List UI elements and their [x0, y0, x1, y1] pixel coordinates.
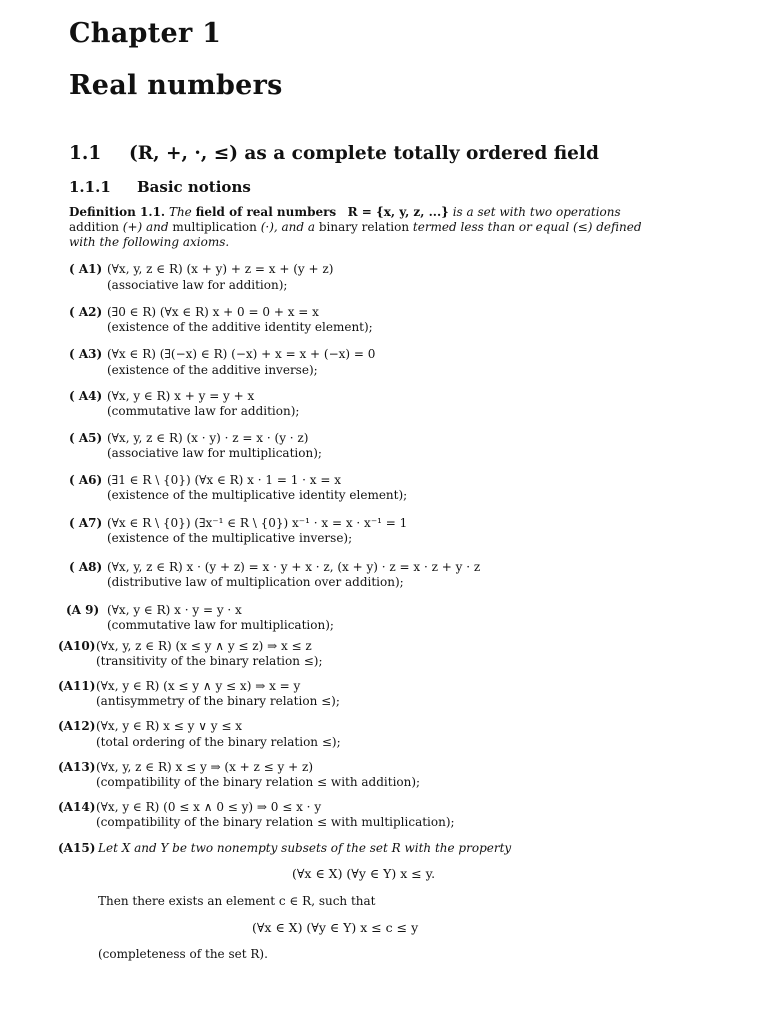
axiom-a6-comment: (existence of the multiplicative identity element); — [107, 488, 408, 502]
axiom-a7 — [69, 516, 407, 530]
axiom-a9 — [66, 603, 242, 617]
definition-multiplication: multiplication — [172, 220, 257, 234]
axiom-a7-comment: (existence of the multiplicative inverse); — [107, 531, 353, 545]
axiom-a15-text: Let X and Y be two nonempty subsets of the set R with the property — [98, 841, 512, 855]
axiom-label: (A11) — [58, 679, 96, 693]
axiom-formula: (∀x, y, z ∈ R) (x ≤ y ∧ y ≤ z) ⇒ x ≤ z — [96, 639, 312, 653]
chapter-title: Real numbers — [69, 70, 283, 101]
axiom-a5-comment: (associative law for multiplication); — [107, 446, 322, 460]
axiom-label: (A13) — [58, 760, 96, 774]
axiom-label: ( A7) — [69, 516, 103, 530]
axiom-formula: (∀x, y ∈ R) (0 ≤ x ∧ 0 ≤ y) ⇒ 0 ≤ x · y — [96, 800, 322, 814]
chapter-label: Chapter 1 — [69, 18, 222, 49]
definition-set: R = {x, y, z, ...} — [347, 205, 449, 219]
axiom-a10-comment: (transitivity of the binary relation ≤); — [96, 654, 323, 668]
axiom-a1 — [69, 262, 333, 276]
axiom-label: ( A3) — [69, 347, 103, 361]
definition-line2a: operations — [555, 205, 621, 219]
axiom-a1-comment: (associative law for addition); — [107, 278, 288, 292]
axiom-label: ( A2) — [69, 305, 103, 319]
definition-term: field of real numbers — [195, 205, 337, 219]
axiom-a3-comment: (existence of the additive inverse); — [107, 363, 318, 377]
definition-line2b: (+) and — [122, 220, 169, 234]
axiom-label: (A15) — [58, 841, 96, 855]
definition-binary-relation: binary relation — [318, 220, 410, 234]
axiom-a8 — [69, 560, 480, 574]
axiom-formula: (∀x ∈ R) (∃(−x) ∈ R) (−x) + x = x + (−x) = 0 — [107, 347, 376, 361]
definition-line2c: (·), and a — [260, 220, 316, 234]
axiom-a15-display-1: (∀x ∈ X) (∀y ∈ Y) x ≤ y. — [292, 866, 436, 881]
axiom-a15 — [58, 841, 511, 855]
axiom-a2 — [69, 305, 319, 319]
axiom-label: (A 9) — [66, 603, 100, 617]
axiom-formula: (∃0 ∈ R) (∀x ∈ R) x + 0 = 0 + x = x — [107, 305, 319, 319]
axiom-a4-comment: (commutative law for addition); — [107, 404, 300, 418]
axiom-a15-display-2: (∀x ∈ X) (∀y ∈ Y) x ≤ c ≤ y — [252, 920, 419, 935]
axiom-a14-comment: (compatibility of the binary relation ≤ with multiplication); — [96, 815, 455, 829]
axiom-a10 — [58, 639, 312, 653]
axiom-label: (A12) — [58, 719, 96, 733]
section-heading — [69, 143, 599, 164]
axiom-label: ( A5) — [69, 431, 103, 445]
axiom-formula: (∀x, y, z ∈ R) (x · y) · z = x · (y · z) — [107, 431, 309, 445]
definition-line1-rest: is a set with two — [452, 205, 553, 219]
definition-pre: The — [168, 205, 192, 219]
axiom-a15-then: Then there exists an element c ∈ R, such that — [98, 894, 376, 908]
axiom-a15-comment: (completeness of the set R). — [98, 947, 268, 961]
axiom-a12 — [58, 719, 242, 733]
subsection-title: Basic notions — [137, 178, 251, 196]
axiom-a14 — [58, 800, 321, 814]
axiom-formula: (∀x, y ∈ R) (x ≤ y ∧ y ≤ x) ⇒ x = y — [96, 679, 301, 693]
axiom-formula: (∀x, y ∈ R) x · y = y · x — [107, 603, 242, 617]
axiom-label: (A10) — [58, 639, 96, 653]
section-title: (R, +, ·, ≤) as a complete totally ordered field — [129, 143, 599, 164]
axiom-a4 — [69, 389, 254, 403]
definition-line2d: termed less — [412, 220, 484, 234]
definition — [69, 205, 649, 250]
axiom-formula: (∀x ∈ R \ {0}) (∃x⁻¹ ∈ R \ {0}) x⁻¹ · x = x · x⁻¹ = 1 — [107, 516, 408, 530]
axiom-formula: (∀x, y ∈ R) x + y = y + x — [107, 389, 255, 403]
axiom-a12-comment: (total ordering of the binary relation ≤); — [96, 735, 341, 749]
axiom-a13 — [58, 760, 313, 774]
axiom-a2-comment: (existence of the additive identity element); — [107, 320, 373, 334]
axiom-label: ( A8) — [69, 560, 103, 574]
axiom-label: (A14) — [58, 800, 96, 814]
axiom-a11-comment: (antisymmetry of the binary relation ≤); — [96, 694, 340, 708]
subsection-number: 1.1.1 — [69, 178, 111, 196]
definition-line3: than or equal (≤) defined with the following axioms. — [69, 220, 642, 249]
axiom-formula: (∀x, y, z ∈ R) x ≤ y ⇒ (x + z ≤ y + z) — [96, 760, 314, 774]
definition-addition: addition — [69, 220, 119, 234]
subsection-heading — [69, 178, 251, 196]
definition-label: Definition 1.1. — [69, 205, 166, 219]
axiom-a9-comment: (commutative law for multiplication); — [107, 618, 334, 632]
axiom-a3 — [69, 347, 375, 361]
axiom-a5 — [69, 431, 308, 445]
axiom-label: ( A4) — [69, 389, 103, 403]
axiom-a6 — [69, 473, 341, 487]
axiom-a8-comment: (distributive law of multiplication over addition); — [107, 575, 404, 589]
section-number: 1.1 — [69, 143, 102, 164]
axiom-formula: (∀x, y, z ∈ R) (x + y) + z = x + (y + z) — [107, 262, 334, 276]
axiom-formula: (∃1 ∈ R \ {0}) (∀x ∈ R) x · 1 = 1 · x = x — [107, 473, 342, 487]
axiom-a13-comment: (compatibility of the binary relation ≤ with addition); — [96, 775, 421, 789]
axiom-formula: (∀x, y ∈ R) x ≤ y ∨ y ≤ x — [96, 719, 243, 733]
axiom-label: ( A1) — [69, 262, 103, 276]
axiom-label: ( A6) — [69, 473, 103, 487]
axiom-a11 — [58, 679, 300, 693]
axiom-formula: (∀x, y, z ∈ R) x · (y + z) = x · y + x · z, (x + y) · z = x · z + y · z — [107, 560, 481, 574]
